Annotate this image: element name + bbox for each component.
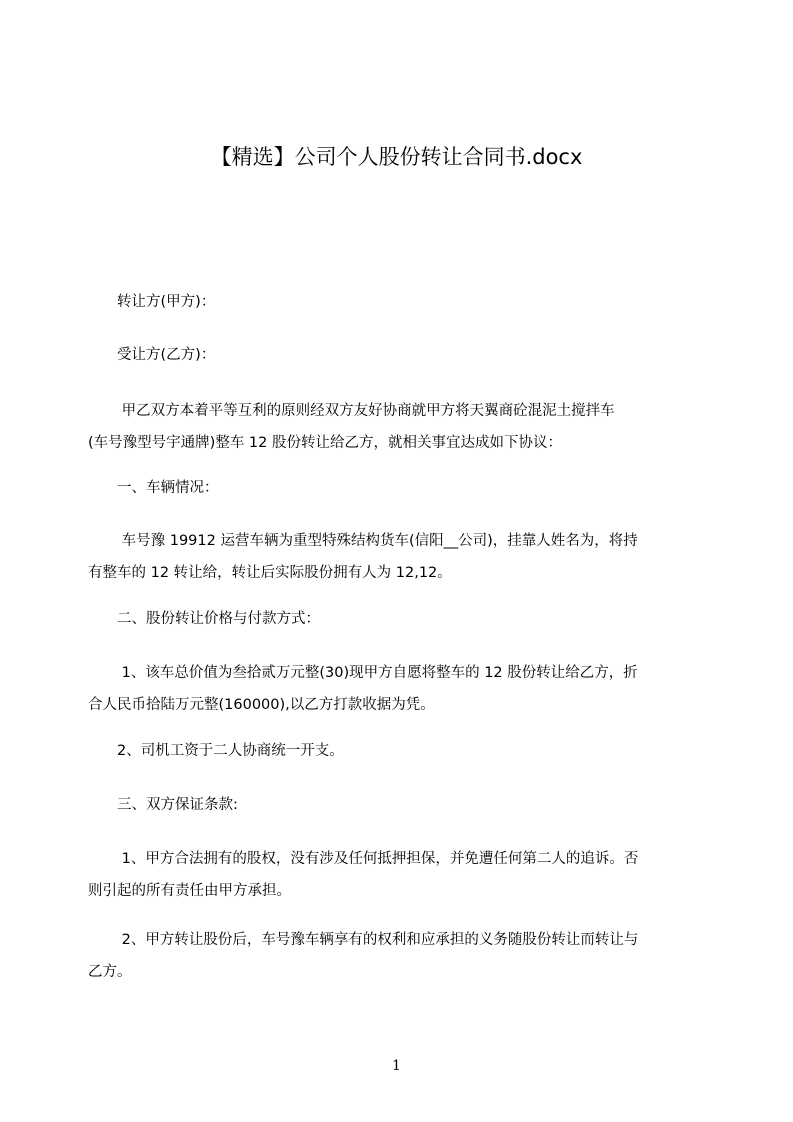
- paragraph-price-clause-1: [88, 657, 708, 721]
- paragraph-line: 车号豫 19912 运营车辆为重型特殊结构货车(信阳__公司)，挂靠人姓名为，将持: [88, 533, 638, 549]
- paragraph-transferee: [88, 339, 708, 371]
- paragraph-line: 1、甲方合法拥有的股权，没有涉及任何抵押担保，并免遭任何第二人的追诉。否: [88, 851, 639, 867]
- paragraph-line: 受让方(乙方)：: [88, 347, 216, 363]
- paragraph-transferor: [88, 286, 708, 318]
- paragraph-guarantee-clause-1: [88, 843, 708, 907]
- document-title: 【精选】公司个人股份转让合同书.docx: [210, 145, 583, 169]
- paragraph-guarantee-clause-2: [88, 924, 708, 988]
- paragraph-line: (车号豫型号宇通牌)整车 12 股份转让给乙方，就相关事宜达成如下协议：: [88, 435, 562, 451]
- paragraph-line: 乙方。: [88, 964, 132, 980]
- paragraph-line: 二、股份转让价格与付款方式：: [88, 611, 320, 627]
- paragraph-line: 甲乙双方本着平等互利的原则经双方友好协商就甲方将天翼商砼混泥土搅拌车: [88, 403, 615, 419]
- paragraph-line: 合人民币拾陆万元整(160000),以乙方打款收据为凭。: [88, 697, 435, 713]
- section-heading-guarantee: [88, 789, 708, 821]
- section-heading-price: [88, 603, 708, 635]
- page-number: 1: [392, 1058, 401, 1074]
- paragraph-line: 转让方(甲方)：: [88, 294, 216, 310]
- paragraph-line: 三、双方保证条款:: [88, 797, 238, 813]
- paragraph-line: 2、司机工资于二人协商统一开支。: [88, 743, 344, 759]
- paragraph-line: 一、车辆情况：: [88, 480, 219, 496]
- paragraph-line: 有整车的 12 转让给，转让后实际股份拥有人为 12,12。: [88, 565, 452, 581]
- paragraph-line: 1、该车总价值为叁拾贰万元整(30)现甲方自愿将整车的 12 股份转让给乙方，折: [88, 665, 638, 681]
- paragraph-line: 2、甲方转让股份后，车号豫车辆享有的权利和应承担的义务随股份转让而转让与: [88, 932, 639, 948]
- paragraph-vehicle-details: [88, 525, 708, 589]
- section-heading-vehicle: [88, 472, 708, 504]
- paragraph-price-clause-2: [88, 735, 708, 767]
- paragraph-line: 则引起的所有责任由甲方承担。: [88, 883, 291, 899]
- paragraph-intro: [88, 395, 708, 459]
